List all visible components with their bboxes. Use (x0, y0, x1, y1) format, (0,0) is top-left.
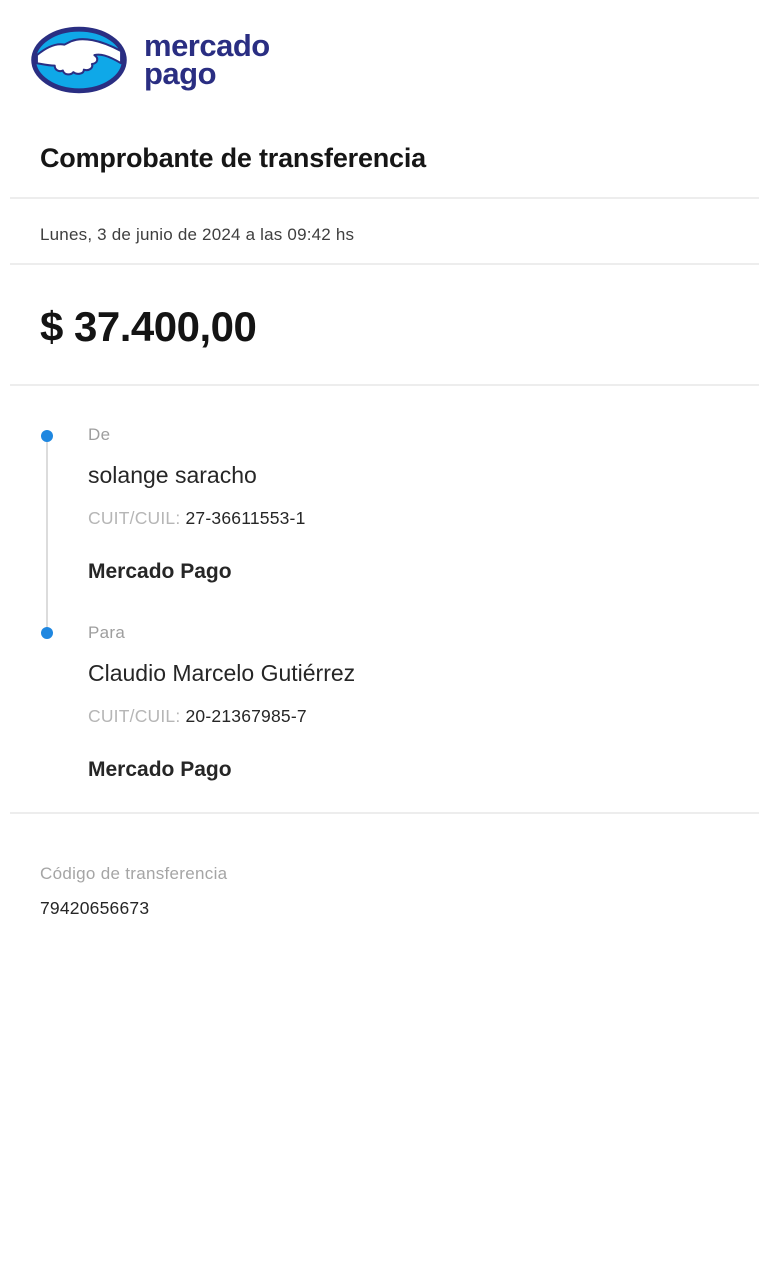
transfer-datetime: Lunes, 3 de junio de 2024 a las 09:42 hs (40, 225, 355, 244)
transfer-code-label: Código de transferencia (40, 864, 228, 883)
sender-cuit (88, 508, 306, 529)
mercado-pago-logo (30, 26, 270, 94)
transfer-amount: $ 37.400,00 (40, 303, 257, 350)
divider (10, 812, 759, 814)
divider (10, 263, 759, 265)
sender-section (88, 425, 306, 584)
sender-name: solange saracho (88, 462, 257, 488)
timeline-dot-sender (41, 430, 53, 442)
sender-cuit-label: CUIT/CUIL: (88, 508, 181, 528)
receiver-entity: Mercado Pago (88, 758, 232, 781)
sender-cuit-value: 27-36611553-1 (185, 508, 306, 528)
page-title: Comprobante de transferencia (40, 143, 426, 173)
handshake-icon (30, 26, 128, 94)
transfer-code-value: 79420656673 (40, 898, 150, 918)
sender-role-label: De (88, 425, 111, 444)
timeline-connector (46, 441, 48, 633)
wordmark-line1: mercado (144, 28, 270, 63)
receiver-cuit-value: 20-21367985-7 (185, 706, 307, 726)
timeline-dot-receiver (41, 627, 53, 639)
sender-entity: Mercado Pago (88, 560, 232, 583)
wordmark (144, 28, 270, 91)
receiver-name: Claudio Marcelo Gutiérrez (88, 660, 356, 686)
receiver-cuit (88, 706, 355, 727)
receiver-cuit-label: CUIT/CUIL: (88, 706, 181, 726)
divider (10, 384, 759, 386)
divider (10, 197, 759, 199)
receiver-role-label: Para (88, 623, 126, 642)
wordmark-line2: pago (144, 56, 217, 91)
receiver-section (88, 623, 355, 782)
